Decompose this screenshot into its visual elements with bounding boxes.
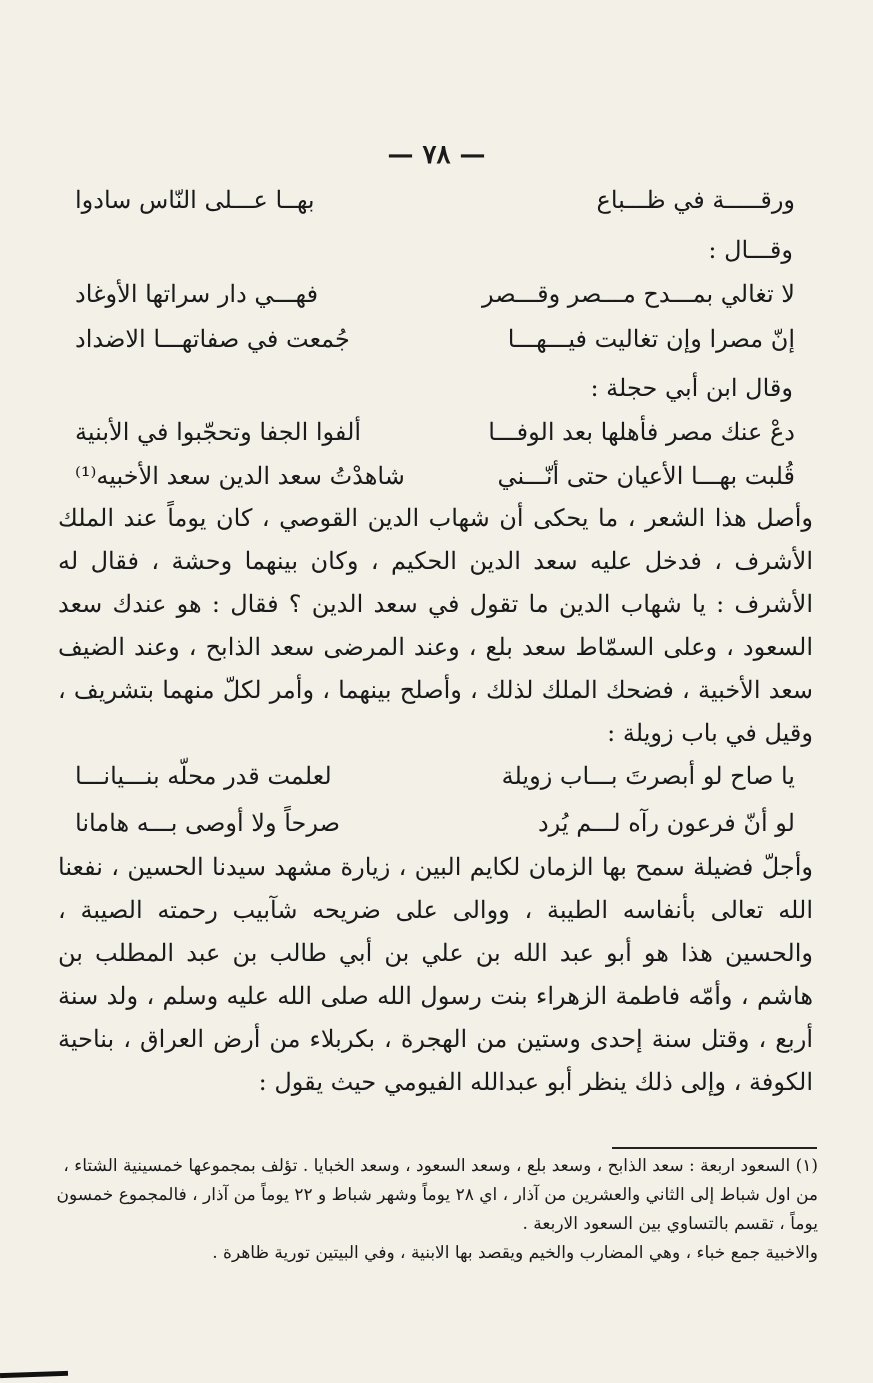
verse-1-first-hemistich: لا تغالي بمـــدح مـــصر وقـــصر [481, 280, 795, 308]
verse-5-second-hemistich: لعلمت قدر محلّه بنـــيانـــا [75, 762, 332, 790]
verse-4-first-hemistich: قُلبت بهـــا الأعيان حتى أنّـــني [497, 462, 795, 490]
footnotes [53, 1152, 818, 1268]
verse-5 [75, 758, 795, 794]
paragraph-2 [58, 846, 813, 1104]
verse-0-first-hemistich: ورقـــــة في ظـــباع [596, 186, 795, 214]
verse-6 [75, 805, 795, 841]
verse-3-second-hemistich: ألفوا الجفا وتحجّبوا في الأبنية [75, 418, 362, 446]
speaker-line-1: وقـــال : [708, 236, 793, 264]
verse-1 [75, 276, 795, 312]
footnote-2: والاخبية جمع خباء ، وهي المضارب والخيم ويقصد بها الابنية ، وفي البيتين تورية ظاهرة . [212, 1243, 818, 1263]
verse-4-second-hemistich: شاهدْتُ سعد الدين سعد الأخبيه⁽¹⁾ [75, 462, 405, 490]
paragraph-1 [58, 497, 813, 755]
footnote-divider [612, 1147, 817, 1149]
verse-3 [75, 414, 795, 450]
verse-0 [75, 182, 795, 218]
footnote-1: (١) السعود اربعة : سعد الذابح ، وسعد بلع ، وسعد السعود ، وسعد الخبايا . تؤلف بمجموعها خمسينية الشتاء ، من اول شباط إلى الثاني والعشرين من آذار ، اي ٢٨ يوماً وشهر شباط و ٢٢ يوماً من آذار ، فالمجموع خمسون يوماً ، تقسم بالتساوي بين السعود الاربعة . [56, 1156, 818, 1234]
verse-4 [75, 458, 795, 494]
verse-2-first-hemistich: إنّ مصرا وإن تغاليت فيـــهـــا [507, 325, 795, 353]
verse-6-second-hemistich: صرحاً ولا أوصى بـــه هامانا [75, 809, 340, 837]
paragraph-2-text: وأجلّ فضيلة سمح بها الزمان لكايم البين ، زيارة مشهد سيدنا الحسين ، نفعنا الله تعالى بأنفاسه الطيبة ، ووالى على ضريحه شآبيب رحمته الصيبة ، والحسين هذا هو أبو عبد الله بن علي بن أبي طالب بن عبد المطلب بن هاشم ، وأمّه فاطمة الزهراء بنت رسول الله صلى الله عليه وسلم ، ولد سنة أربع ، وقتل سنة إحدى وستين من الهجرة ، بكربلاء من أرض العراق ، بناحية الكوفة ، وإلى ذلك ينظر أبو عبدالله الفيومي حيث يقول : [58, 853, 814, 1096]
verse-3-first-hemistich: دعْ عنك مصر فأهلها بعد الوفـــا [488, 418, 795, 446]
verse-1-second-hemistich: فهـــي دار سراتها الأوغاد [75, 280, 319, 308]
verse-5-first-hemistich: يا صاح لو أبصرتَ بـــاب زويلة [501, 762, 795, 790]
page-number: — ٧٨ — [387, 140, 486, 170]
speaker-line-2: وقال ابن أبي حجلة : [590, 374, 793, 402]
verse-6-first-hemistich: لو أنّ فرعون رآه لـــم يُرد [537, 809, 795, 837]
verse-2 [75, 321, 795, 357]
paragraph-1-text: وأصل هذا الشعر ، ما يحكى أن شهاب الدين القوصي ، كان يوماً عند الملك الأشرف ، فدخل عليه سعد الدين الحكيم ، وكان بينهما وحشة ، فقال له الأشرف : يا شهاب الدين ما تقول في سعد الدين ؟ فقال : هو عندك سعد السعود ، وعلى السمّاط سعد بلع ، وعند المرضى سعد الذابح ، وعند الضيف سعد الأخبية ، فضحك الملك لذلك ، وأصلح بينهما ، وأمر لكلّ منهما بتشريف ، وقيل في باب زويلة : [58, 504, 814, 747]
scan-edge-mark [0, 1371, 68, 1378]
verse-0-second-hemistich: بهــا عـــلى النّاس سادوا [75, 186, 315, 214]
verse-2-second-hemistich: جُمعت في صفاتهـــا الاضداد [75, 325, 350, 353]
